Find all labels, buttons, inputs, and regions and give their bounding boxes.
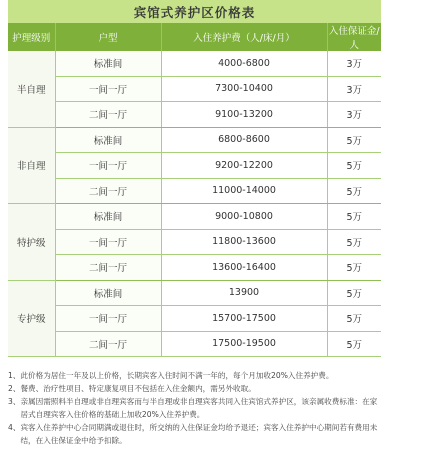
room-type-cell: 一间一厅 — [55, 76, 161, 102]
header-room-type: 户型 — [55, 23, 161, 51]
note-text: 亲属因需照料半自理或非自理宾客而与半自理或非自理宾客共同入住宾馆式养护区，该亲属收费标准：在家居式自理宾客入住价格的基础上加收20%入住养护费。 — [20, 397, 378, 419]
fee-cell: 4000-6800 — [161, 51, 327, 76]
table-row — [8, 280, 381, 306]
room-type-cell: 一间一厅 — [55, 153, 161, 179]
note-text: 宾客入住养护中心合同期满或退住时，所交纳的入住保证金均给予退还；宾客入住养护中心期间若有费用未结，在入住保证金中给予扣除。 — [20, 423, 378, 445]
table-row — [8, 102, 381, 128]
table-header-row — [8, 23, 381, 51]
fee-cell: 7300-10400 — [161, 76, 327, 102]
room-type-cell: 一间一厅 — [55, 229, 161, 255]
deposit-cell: 5万 — [327, 178, 381, 204]
fee-cell: 13600-16400 — [161, 255, 327, 281]
care-level-cell: 专护级 — [8, 280, 55, 357]
note-number: 3、 — [8, 397, 21, 406]
note-number: 1、 — [8, 371, 21, 380]
header-care-level: 护理级别 — [8, 23, 55, 51]
deposit-cell: 5万 — [327, 280, 381, 306]
table-row — [8, 127, 381, 153]
fee-cell: 9000-10800 — [161, 204, 327, 230]
room-type-cell: 二间一厅 — [55, 255, 161, 281]
note-item — [8, 382, 380, 395]
fee-cell: 11000-14000 — [161, 178, 327, 204]
table-row — [8, 153, 381, 179]
fee-cell: 17500-19500 — [161, 331, 327, 357]
fee-cell: 6800-8600 — [161, 127, 327, 153]
header-monthly-fee: 入住养护费（人/床/月） — [161, 23, 327, 51]
header-deposit: 入住保证金/人 — [327, 23, 381, 51]
fee-cell: 9200-12200 — [161, 153, 327, 179]
fee-cell: 13900 — [161, 280, 327, 306]
deposit-cell: 5万 — [327, 153, 381, 179]
deposit-cell: 5万 — [327, 255, 381, 281]
care-level-cell: 半自理 — [8, 51, 55, 127]
room-type-cell: 二间一厅 — [55, 331, 161, 357]
deposit-cell: 3万 — [327, 76, 381, 102]
table-row — [8, 51, 381, 76]
deposit-cell: 5万 — [327, 229, 381, 255]
fee-cell: 15700-17500 — [161, 306, 327, 332]
table-row — [8, 331, 381, 357]
deposit-cell: 5万 — [327, 127, 381, 153]
note-text: 此价格为居住一年及以上价格，长期宾客入住时间不满一年的，每个月加收20%入住养护费。 — [20, 371, 334, 380]
notes-section — [8, 369, 380, 447]
room-type-cell: 二间一厅 — [55, 178, 161, 204]
deposit-cell: 5万 — [327, 306, 381, 332]
care-level-cell: 特护级 — [8, 204, 55, 281]
care-level-cell: 非自理 — [8, 127, 55, 204]
room-type-cell: 标准间 — [55, 280, 161, 306]
room-type-cell: 二间一厅 — [55, 102, 161, 128]
deposit-cell: 3万 — [327, 51, 381, 76]
room-type-cell: 标准间 — [55, 204, 161, 230]
room-type-cell: 标准间 — [55, 51, 161, 76]
note-number: 4、 — [8, 423, 21, 432]
table-row — [8, 178, 381, 204]
table-row — [8, 76, 381, 102]
note-text: 餐费、治疗性项目、特定康复项目不包括在入住金额内，需另外收取。 — [20, 384, 256, 393]
fee-cell: 11800-13600 — [161, 229, 327, 255]
deposit-cell: 3万 — [327, 102, 381, 128]
note-item — [8, 369, 380, 382]
table-row — [8, 255, 381, 281]
note-item — [8, 395, 380, 421]
table-title: 宾馆式养护区价格表 — [8, 0, 381, 23]
room-type-cell: 标准间 — [55, 127, 161, 153]
note-item — [8, 421, 380, 447]
table-row — [8, 229, 381, 255]
fee-cell: 9100-13200 — [161, 102, 327, 128]
deposit-cell: 5万 — [327, 204, 381, 230]
deposit-cell: 5万 — [327, 331, 381, 357]
price-table — [8, 23, 381, 357]
room-type-cell: 一间一厅 — [55, 306, 161, 332]
note-number: 2、 — [8, 384, 21, 393]
table-row — [8, 204, 381, 230]
table-row — [8, 306, 381, 332]
